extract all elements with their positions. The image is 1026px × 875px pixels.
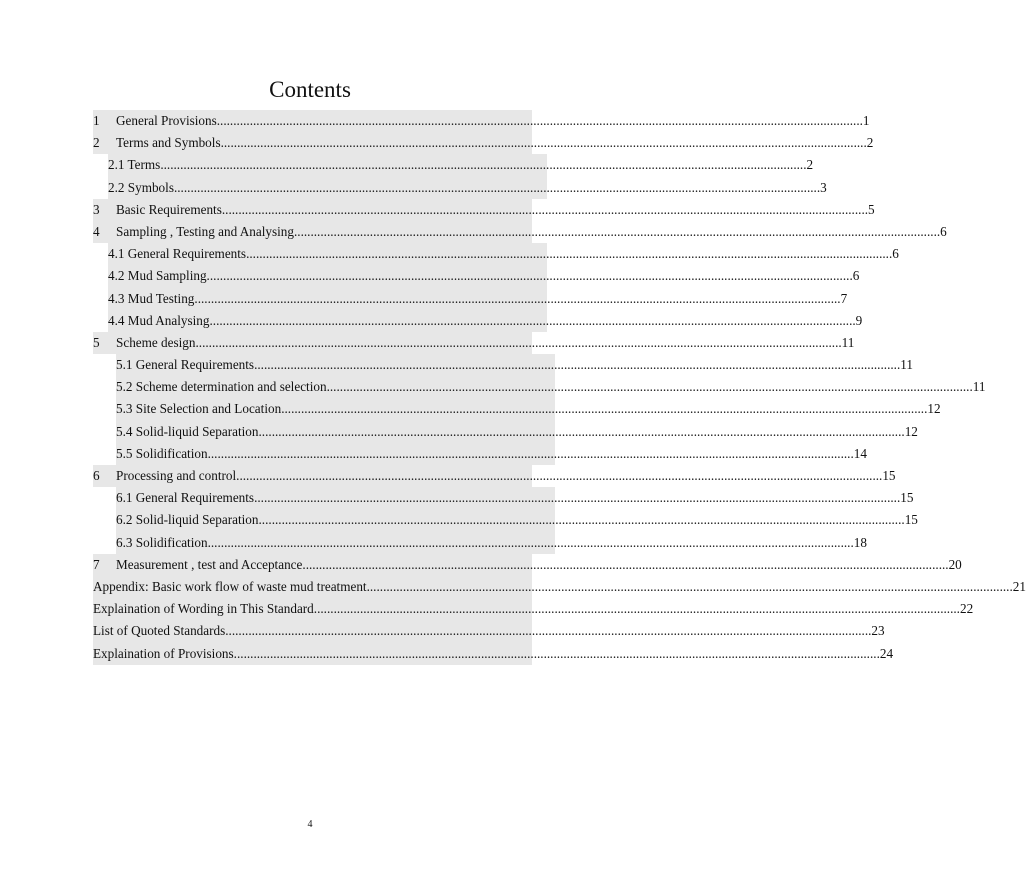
toc-entry-page: 2 [806, 157, 814, 173]
toc-entry-highlight [93, 620, 885, 642]
toc-entry-page: 3 [820, 179, 827, 195]
toc-entry[interactable] [93, 288, 848, 310]
toc-entry-label: 4.2 Mud Sampling [108, 268, 207, 284]
toc-entry-page: 12 [927, 401, 941, 417]
toc-entry[interactable] [93, 554, 962, 576]
toc-entry-page: 6 [940, 223, 947, 239]
toc-entry-page: 15 [900, 490, 914, 506]
toc-entry-label: Measurement , test and Acceptance [116, 556, 303, 572]
toc-entry[interactable] [93, 487, 914, 509]
toc-entry-label: 5.3 Site Selection and Location [116, 401, 282, 417]
toc-entry-label: Explaination of Provisions [93, 645, 234, 661]
toc-entry[interactable] [93, 598, 974, 620]
toc-entry-label: 4.1 General Requirements [108, 246, 247, 262]
toc-entry-highlight [93, 643, 894, 665]
toc-entry-highlight [108, 265, 860, 287]
toc-entry-page: 11 [900, 357, 913, 373]
toc-entry-page: 11 [972, 379, 986, 395]
toc-entry-highlight [108, 310, 863, 332]
toc-entry[interactable] [93, 310, 863, 332]
page-title: Contents [269, 77, 351, 102]
toc-entry-highlight [93, 132, 874, 154]
toc-entry-page: 6 [852, 268, 860, 284]
toc-entry-label: 2.1 Terms [108, 157, 161, 173]
toc-entry-page: 12 [904, 423, 918, 439]
toc-entry[interactable] [93, 376, 986, 398]
toc-entry-page: 20 [948, 556, 962, 572]
toc-entry[interactable] [93, 421, 918, 443]
toc-entry-highlight [108, 243, 899, 265]
toc-dot-leader [174, 177, 820, 199]
toc-entry-label: Basic Requirements [116, 201, 222, 217]
toc-entry-highlight [93, 465, 896, 487]
toc-entry-page: 9 [855, 312, 863, 328]
toc-entry-highlight [93, 110, 870, 132]
toc-entry-page: 6 [892, 246, 899, 262]
toc-entry-label: Explaination of Wording in This Standard [93, 601, 314, 617]
toc-entry-page: 5 [868, 201, 875, 217]
toc-entry-highlight [108, 288, 848, 310]
toc-dot-leader [234, 643, 880, 665]
toc-entry-page: 1 [862, 113, 870, 128]
toc-entry-page: 18 [853, 534, 867, 550]
toc-entry-label: Scheme design [116, 334, 196, 350]
toc-entry[interactable] [93, 509, 918, 531]
toc-dot-leader [208, 443, 854, 465]
toc-dot-leader [222, 199, 868, 221]
toc-entry-label: 6.3 Solidification [116, 534, 208, 550]
toc-entry-highlight [108, 154, 814, 176]
toc-entry-highlight [116, 532, 867, 554]
toc-entry-highlight [116, 376, 986, 398]
toc-dot-leader [254, 487, 900, 509]
toc-entry-number: 5 [93, 334, 100, 350]
toc-entry-label: 6.1 General Requirements [116, 490, 255, 506]
toc-dot-leader [254, 354, 900, 376]
toc-entry-label: Processing and control [116, 468, 237, 483]
toc-dot-leader [160, 154, 806, 176]
toc-dot-leader [221, 132, 867, 154]
toc-entry[interactable] [93, 199, 875, 221]
toc-entry[interactable] [93, 620, 885, 642]
toc-dot-leader [281, 398, 927, 420]
toc-entry-highlight [93, 576, 1026, 598]
toc-entry-highlight [93, 199, 875, 221]
toc-entry-page: 11 [841, 334, 855, 350]
toc-dot-leader [209, 310, 855, 332]
toc-entry[interactable] [93, 265, 860, 287]
toc-entry[interactable] [93, 398, 941, 420]
toc-entry[interactable] [93, 643, 894, 665]
toc-entry-number: 3 [93, 201, 100, 217]
toc-entry-label: 4.4 Mud Analysing [108, 312, 210, 328]
toc-entry-label: 5.4 Solid-liquid Separation [116, 423, 259, 439]
toc-dot-leader [217, 110, 863, 132]
toc-entry-page: 14 [853, 445, 867, 461]
toc-entry-highlight [116, 398, 941, 420]
toc-entry-label: 5.5 Solidification [116, 445, 208, 461]
toc-entry-label: 5.1 General Requirements [116, 357, 255, 373]
toc-entry-label: List of Quoted Standards [93, 623, 226, 639]
toc-dot-leader [207, 265, 853, 287]
toc-entry-page: 22 [959, 601, 974, 617]
toc-entry-number: 7 [93, 556, 100, 572]
toc-dot-leader [246, 243, 892, 265]
toc-entry-page: 2 [866, 135, 874, 151]
toc-dot-leader [327, 376, 973, 398]
toc-entry-label: 5.2 Scheme determination and selection [116, 379, 327, 395]
toc-entry[interactable] [93, 110, 870, 132]
toc-entry[interactable] [93, 576, 1026, 598]
toc-entry-highlight [93, 554, 962, 576]
toc-dot-leader [259, 421, 905, 443]
toc-entry-label: 6.2 Solid-liquid Separation [116, 512, 259, 528]
toc-dot-leader [314, 598, 960, 620]
toc-entry-label: General Provisions [116, 113, 217, 128]
toc-entry[interactable] [93, 243, 899, 265]
toc-entry-highlight [93, 332, 855, 354]
toc-entry-highlight [93, 598, 974, 620]
toc-entry[interactable] [93, 132, 874, 154]
toc-dot-leader [195, 332, 841, 354]
toc-entry-label: Terms and Symbols [116, 135, 221, 151]
toc-entry-highlight [116, 354, 913, 376]
toc-entry[interactable] [93, 154, 814, 176]
toc-entry-highlight [116, 443, 867, 465]
page-number: 4 [307, 819, 313, 830]
toc-dot-leader [259, 509, 905, 531]
toc-entry-page: 21 [1012, 578, 1026, 594]
toc-entry-highlight [116, 509, 918, 531]
toc-entry-highlight [93, 221, 947, 243]
toc-dot-leader [294, 221, 940, 243]
toc-entry-label: 4.3 Mud Testing [108, 290, 195, 306]
toc-entry-number: 4 [93, 223, 100, 239]
toc-entry-label: 2.2 Symbols [108, 179, 174, 195]
toc-entry-label: Sampling , Testing and Analysing [116, 223, 294, 239]
toc-entry[interactable] [93, 332, 855, 354]
toc-entry-page: 7 [840, 290, 848, 306]
toc-entry[interactable] [93, 177, 827, 199]
toc-entry-number: 1 [93, 113, 100, 128]
table-of-contents [93, 110, 1026, 665]
toc-dot-leader [302, 554, 948, 576]
toc-entry[interactable] [93, 443, 867, 465]
toc-entry-number: 6 [93, 468, 100, 483]
toc-dot-leader [208, 532, 854, 554]
toc-entry[interactable] [93, 465, 896, 487]
toc-dot-leader [194, 288, 840, 310]
toc-entry-page: 23 [871, 623, 885, 639]
toc-entry[interactable] [93, 221, 947, 243]
toc-entry-highlight [116, 487, 914, 509]
toc-entry-number: 2 [93, 135, 100, 151]
toc-entry[interactable] [93, 532, 867, 554]
toc-entry-page: 15 [904, 512, 918, 528]
toc-dot-leader [225, 620, 871, 642]
toc-entry-page: 24 [879, 645, 894, 661]
toc-entry-highlight [116, 421, 918, 443]
toc-entry[interactable] [93, 354, 913, 376]
toc-entry-page: 15 [882, 468, 896, 483]
toc-dot-leader [236, 465, 882, 487]
toc-entry-label: Appendix: Basic work flow of waste mud treatment [93, 578, 367, 594]
toc-entry-highlight [108, 177, 827, 199]
toc-dot-leader [367, 576, 1013, 598]
